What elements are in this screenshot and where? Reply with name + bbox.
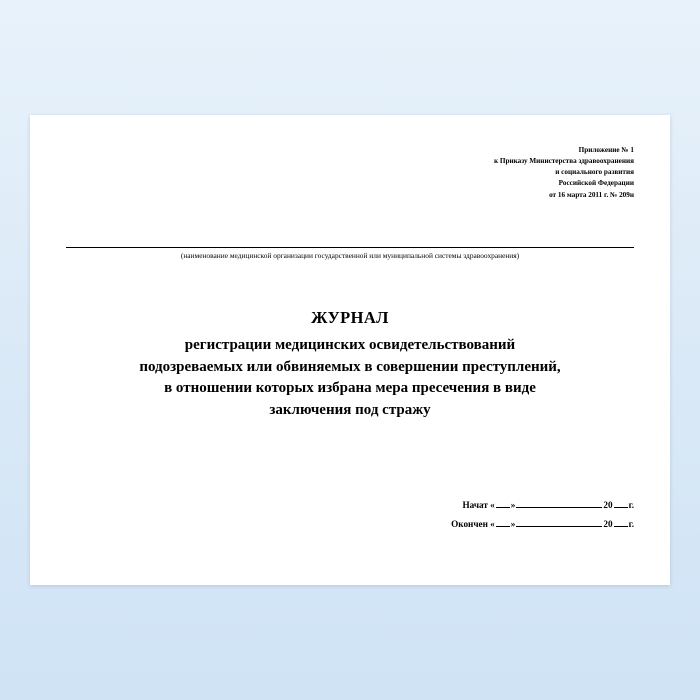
started-suffix: г. [628,500,634,511]
organization-name-rule [66,247,634,248]
started-quote-close: » [510,500,516,511]
subtitle-line-2: подозреваемых или обвиняемых в совершении преступлений, [139,358,561,375]
document-page [30,115,670,585]
finished-month-blank [516,517,602,527]
subtitle-line-1: регистрации медицинских освидетельствований [184,336,516,353]
finished-year-blank [614,517,628,527]
started-year: 20 [603,500,613,511]
appendix-line-2: к Приказу Министерства здравоохранения [493,157,634,166]
started-year-blank [614,498,628,508]
journal-dates-block [451,496,634,533]
finished-year: 20 [603,518,613,529]
finished-quote-close: » [510,518,516,529]
subtitle-line-4: заключения под стражу [269,402,431,419]
appendix-reference-block [66,145,634,201]
finished-label: Окончен « [451,518,495,529]
finished-day-blank [496,517,510,527]
appendix-line-1: Приложение № 1 [578,146,634,154]
document-title-block [66,308,634,422]
document-page-content [30,115,670,585]
finished-date-row [451,515,634,533]
appendix-line-4: Российской Федерации [558,179,634,188]
organization-name-caption: (наименование медицинской организации государственной или муниципальной системы здравоохранения) [180,250,520,260]
started-month-blank [516,498,602,508]
appendix-line-3: и социального развития [555,168,634,177]
page-title: ЖУРНАЛ [311,307,389,327]
started-date-row [451,496,634,514]
organization-name-field [66,247,634,260]
document-subtitle [66,335,634,422]
started-day-blank [496,498,510,508]
subtitle-line-3: в отношении которых избрана мера пресечения в виде [164,380,536,397]
started-label: Начат « [462,500,495,511]
finished-suffix: г. [628,518,634,529]
appendix-line-5: от 16 марта 2011 г. № 209н [549,190,634,199]
